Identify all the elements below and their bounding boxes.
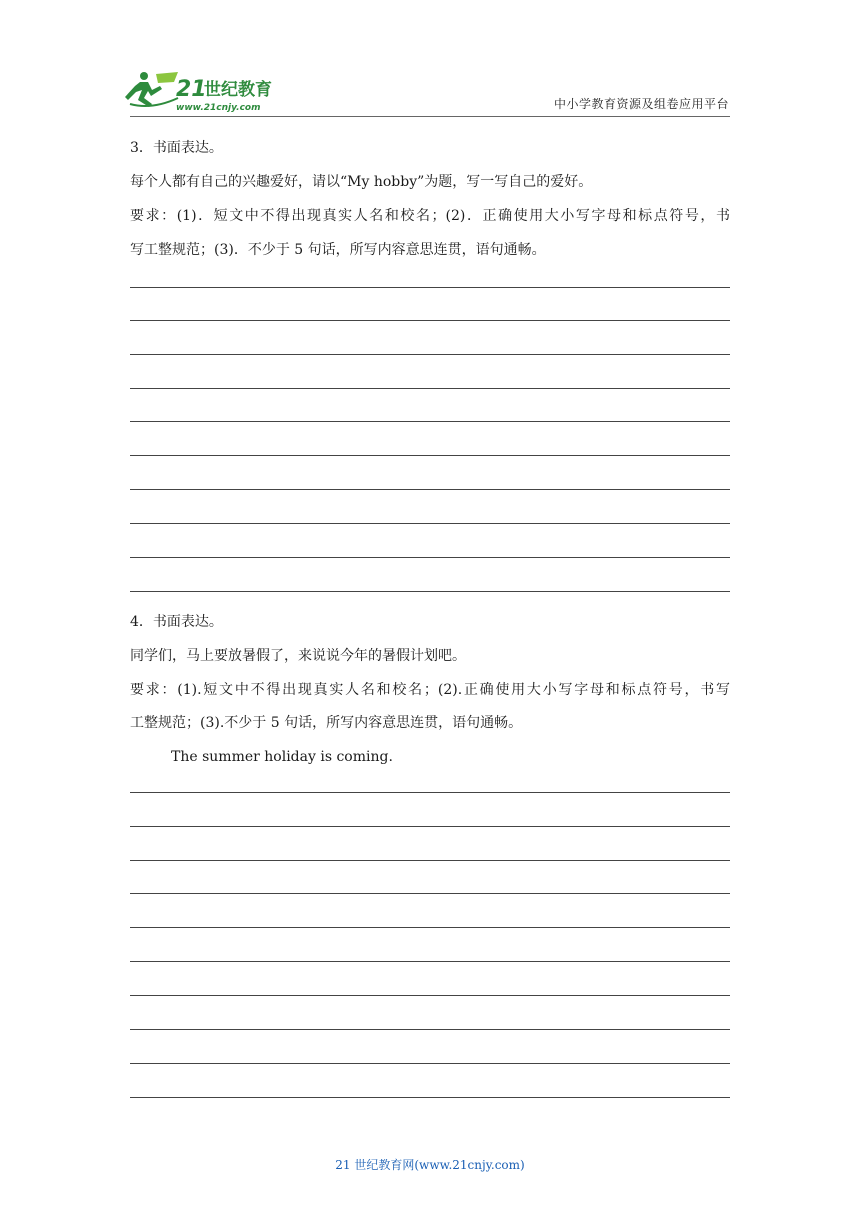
svg-text:21: 21 <box>176 77 207 102</box>
q3-writing-line[interactable] <box>130 354 730 355</box>
platform-title: 中小学教育资源及组卷应用平台 <box>553 97 729 111</box>
q3-writing-line[interactable] <box>130 388 730 389</box>
q4-number: 4．书面表达。 <box>130 614 223 630</box>
q3-writing-line[interactable] <box>130 320 730 321</box>
q3-writing-line[interactable] <box>130 523 730 524</box>
q4-writing-line[interactable] <box>130 893 730 894</box>
q4-starter-sentence: The summer holiday is coming. <box>171 749 393 765</box>
q4-requirements-line1: 要求：(1).短文中不得出现真实人名和校名；(2).正确使用大小写字母和标点符号，书写 <box>130 682 730 698</box>
q3-writing-line[interactable] <box>130 557 730 558</box>
q4-writing-line[interactable] <box>130 995 730 996</box>
q4-writing-line[interactable] <box>130 1097 730 1098</box>
q3-requirements-line1: 要求：(1)．短文中不得出现真实人名和校名；(2)．正确使用大小写字母和标点符号，书 <box>130 208 730 224</box>
q4-writing-line[interactable] <box>130 927 730 928</box>
q3-writing-line[interactable] <box>130 421 730 422</box>
q3-writing-line[interactable] <box>130 455 730 456</box>
svg-text:www.21cnjy.com: www.21cnjy.com <box>176 103 261 113</box>
q4-writing-line[interactable] <box>130 961 730 962</box>
q4-writing-line[interactable] <box>130 1063 730 1064</box>
q4-writing-line[interactable] <box>130 1029 730 1030</box>
q3-writing-line[interactable] <box>130 591 730 592</box>
q4-prompt: 同学们，马上要放暑假了，来说说今年的暑假计划吧。 <box>130 648 466 664</box>
q4-requirements-line2: 工整规范；(3).不少于 5 句话，所写内容意思连贯，语句通畅。 <box>130 715 523 731</box>
page-header <box>0 0 860 120</box>
page-footer: 21 世纪教育网(www.21cnjy.com) <box>335 1158 525 1172</box>
q3-requirements-line2: 写工整规范；(3)．不少于 5 句话，所写内容意思连贯，语句通畅。 <box>130 242 546 258</box>
q3-number: 3．书面表达。 <box>130 140 223 156</box>
svg-text:世纪教育: 世纪教育 <box>204 80 272 100</box>
q3-writing-line[interactable] <box>130 287 730 288</box>
q3-writing-line[interactable] <box>130 489 730 490</box>
q4-writing-line[interactable] <box>130 826 730 827</box>
header-divider <box>130 116 730 117</box>
q3-prompt: 每个人都有自己的兴趣爱好，请以“My hobby”为题，写一写自己的爱好。 <box>130 174 593 190</box>
q4-writing-line[interactable] <box>130 860 730 861</box>
logo-21cnjy <box>122 70 292 114</box>
q4-writing-line[interactable] <box>130 792 730 793</box>
